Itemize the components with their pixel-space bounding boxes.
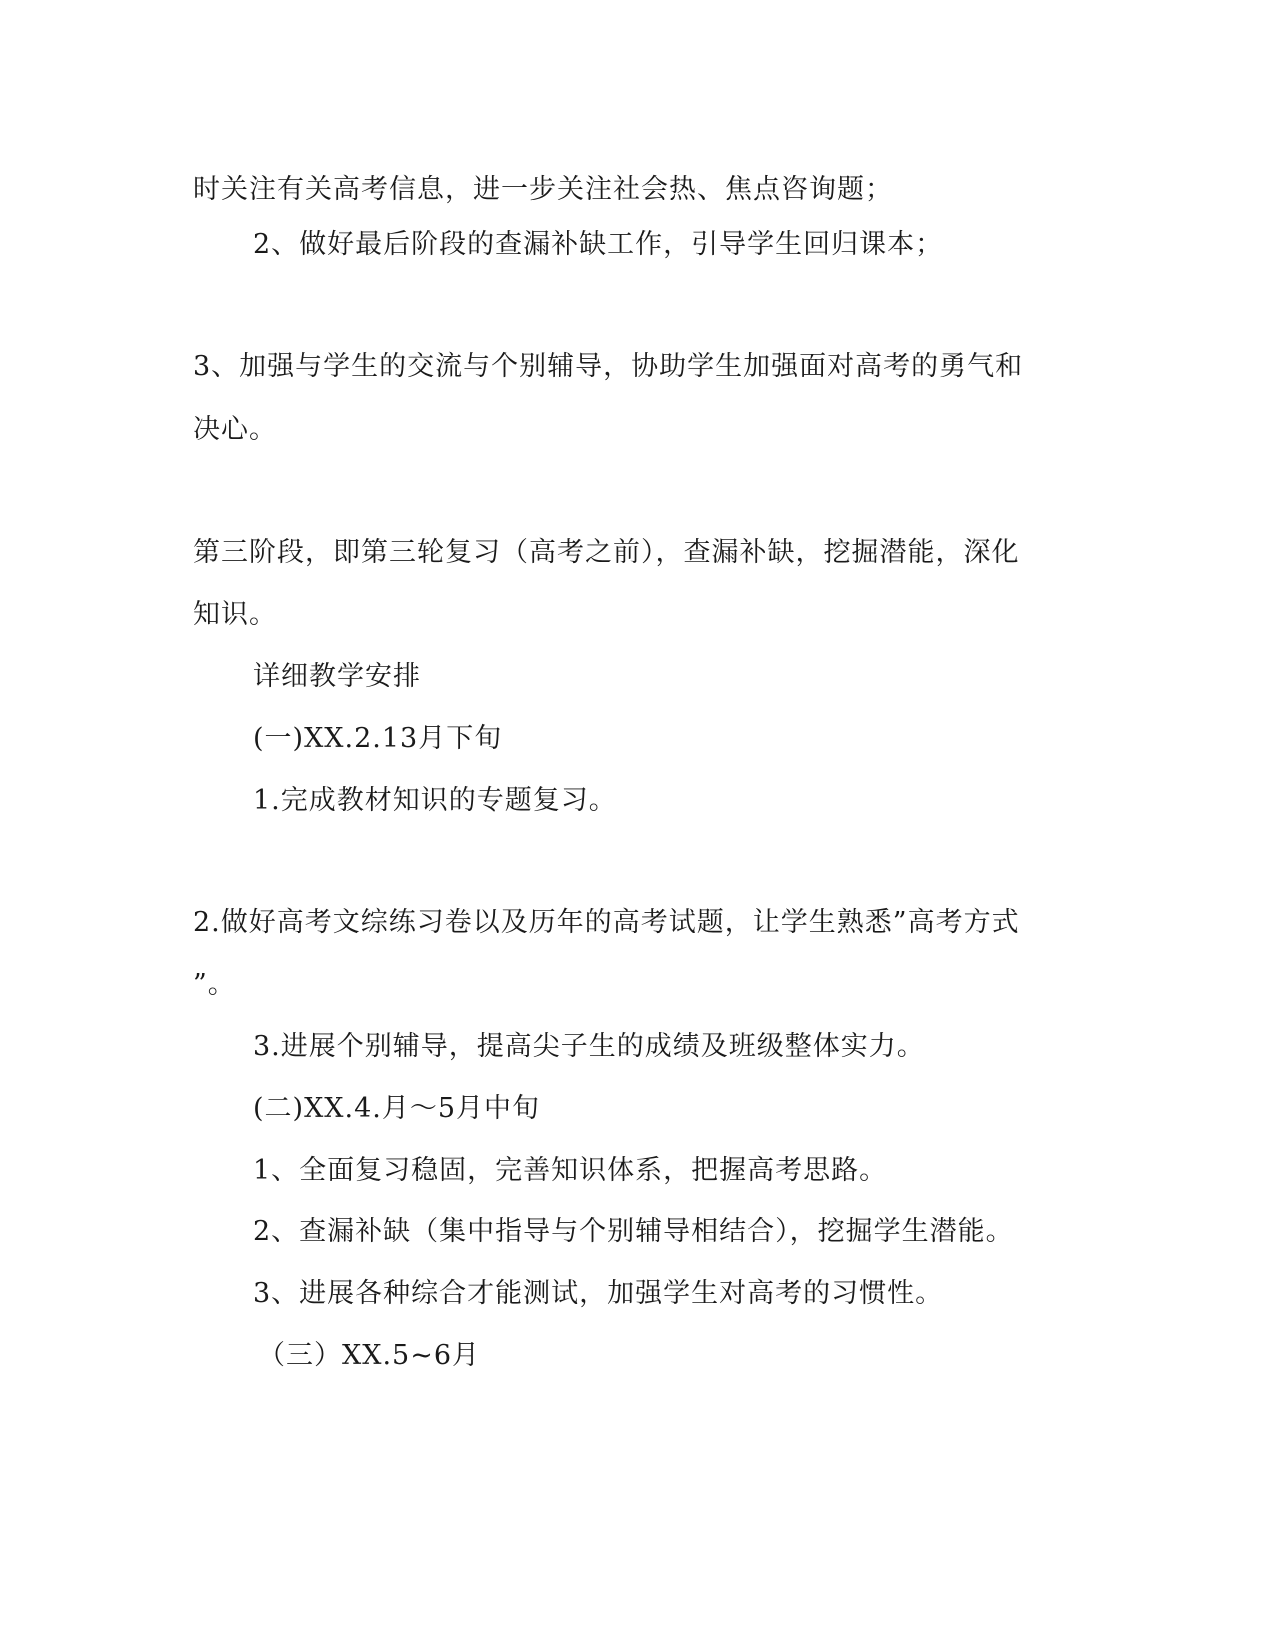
text-line: 决心。: [193, 414, 277, 445]
subsection-heading: （三）XX.5~6月: [258, 1340, 481, 1371]
text-line: 3.进展个别辅导，提高尖子生的成绩及班级整体实力。: [253, 1031, 925, 1062]
text-line: 3、进展各种综合才能测试，加强学生对高考的习惯性。: [253, 1278, 944, 1309]
text-line: 3、加强与学生的交流与个别辅导，协助学生加强面对高考的勇气和: [193, 351, 1024, 382]
text-line: 1、全面复习稳固，完善知识体系，把握高考思路。: [253, 1155, 888, 1186]
text-line: 2.做好高考文综练习卷以及历年的高考试题，让学生熟悉”高考方式: [193, 907, 1020, 938]
text-line: 2、查漏补缺（集中指导与个别辅导相结合），挖掘学生潜能。: [253, 1216, 1014, 1247]
text-line: ”。: [193, 969, 236, 1000]
text-line: 1.完成教材知识的专题复习。: [253, 785, 617, 816]
text-line: 时关注有关高考信息，进一步关注社会热、焦点咨询题；: [193, 174, 893, 205]
text-line: 2、做好最后阶段的查漏补缺工作，引导学生回归课本；: [253, 229, 944, 260]
subsection-heading: (一)XX.2.13月下旬: [253, 723, 503, 754]
subsection-heading: (二)XX.4.月～5月中旬: [253, 1093, 541, 1124]
text-line: 第三阶段，即第三轮复习（高考之前），查漏补缺，挖掘潜能，深化: [193, 537, 1020, 568]
text-line: 知识。: [193, 599, 277, 630]
section-heading: 详细教学安排: [253, 661, 421, 692]
